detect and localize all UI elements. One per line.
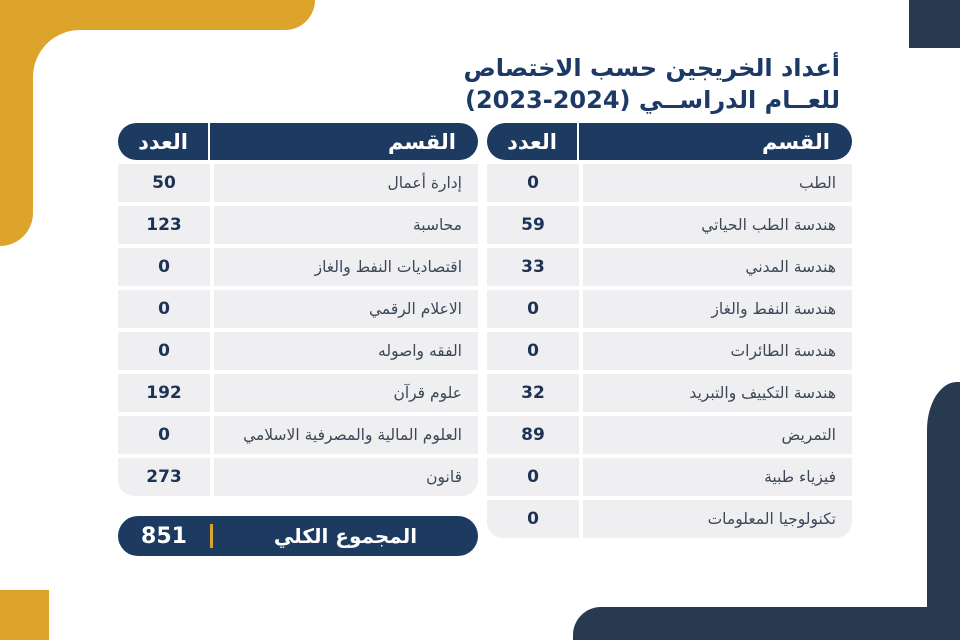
table-row [118, 206, 478, 244]
table-row [118, 164, 478, 202]
count-cell: 0 [118, 290, 210, 328]
department-cell: الفقه واصوله [214, 332, 478, 370]
department-cell: إدارة أعمال [214, 164, 478, 202]
department-cell: هندسة الطائرات [583, 332, 852, 370]
table-body [487, 164, 852, 538]
table-row [487, 458, 852, 496]
count-cell: 0 [118, 416, 210, 454]
table-row [118, 248, 478, 286]
count-cell: 89 [487, 416, 579, 454]
count-cell: 0 [118, 332, 210, 370]
navy-corner-decoration-horizontal [573, 607, 960, 640]
department-cell: هندسة النفط والغاز [583, 290, 852, 328]
department-cell: العلوم المالية والمصرفية الاسلامي [214, 416, 478, 454]
total-value: 851 [141, 523, 187, 549]
header-divider [208, 123, 210, 160]
department-cell: هندسة التكييف والتبريد [583, 374, 852, 412]
page-title [463, 52, 840, 117]
department-cell: الطب [583, 164, 852, 202]
header-divider [577, 123, 579, 160]
department-column-header: القسم [761, 129, 830, 154]
count-cell: 32 [487, 374, 579, 412]
department-cell: اقتصاديات النفط والغاز [214, 248, 478, 286]
table-row [118, 332, 478, 370]
department-cell: التمريض [583, 416, 852, 454]
table-header [487, 123, 852, 160]
table-row [118, 416, 478, 454]
count-cell: 0 [487, 332, 579, 370]
table-row [487, 416, 852, 454]
count-column-header: العدد [138, 129, 188, 154]
total-divider [210, 524, 213, 548]
navy-corner-decoration-vertical [927, 382, 960, 640]
count-cell: 192 [118, 374, 210, 412]
table-row [487, 500, 852, 538]
count-cell: 0 [487, 164, 579, 202]
gold-square-decoration [0, 590, 49, 640]
department-cell: هندسة الطب الحياتي [583, 206, 852, 244]
table-row [118, 290, 478, 328]
department-cell: محاسبة [214, 206, 478, 244]
count-cell: 273 [118, 458, 210, 496]
table-header [118, 123, 478, 160]
department-cell: قانون [214, 458, 478, 496]
graduates-table-left [118, 123, 478, 496]
table-row [487, 248, 852, 286]
table-row [487, 332, 852, 370]
table-row [118, 458, 478, 496]
graduates-table-right [487, 123, 852, 538]
department-cell: تكنولوجيا المعلومات [583, 500, 852, 538]
table-row [487, 374, 852, 412]
table-body [118, 164, 478, 496]
count-cell: 0 [487, 458, 579, 496]
department-cell: فيزياء طبية [583, 458, 852, 496]
count-cell: 59 [487, 206, 579, 244]
count-cell: 123 [118, 206, 210, 244]
count-cell: 50 [118, 164, 210, 202]
table-row [487, 206, 852, 244]
count-cell: 0 [118, 248, 210, 286]
navy-rectangle-decoration [909, 0, 960, 48]
page-title-line1: أعداد الخريجين حسب الاختصاص [463, 54, 840, 82]
count-cell: 33 [487, 248, 579, 286]
department-cell: علوم قرآن [214, 374, 478, 412]
table-row [487, 164, 852, 202]
total-label: المجموع الكلي [273, 524, 418, 548]
department-column-header: القسم [387, 129, 456, 154]
page-title-line2: للعــام الدراســي (2024-2023) [464, 86, 840, 115]
department-cell: هندسة المدني [583, 248, 852, 286]
count-cell: 0 [487, 500, 579, 538]
table-row [118, 374, 478, 412]
count-column-header: العدد [507, 129, 557, 154]
table-row [487, 290, 852, 328]
total-row [118, 516, 478, 556]
department-cell: الاعلام الرقمي [214, 290, 478, 328]
count-cell: 0 [487, 290, 579, 328]
